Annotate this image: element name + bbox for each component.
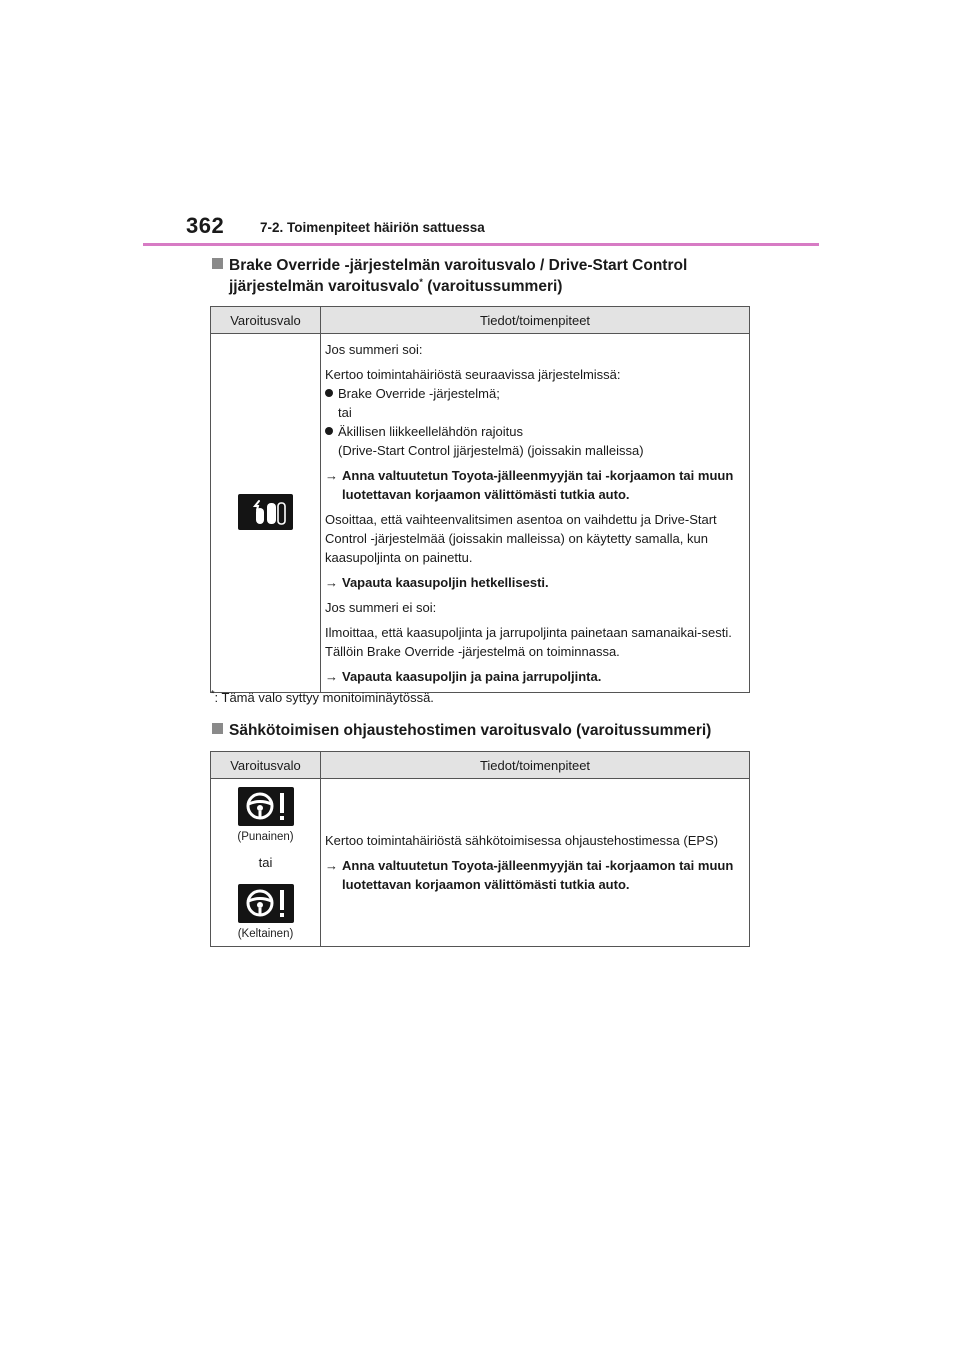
brake-override-table (210, 306, 750, 693)
heading-brake-override (212, 255, 687, 297)
text-shift-info: Osoittaa, että vaihteenvalitsimen asentoa on vaihdettu ja Drive-Start Control -järjestelmää (joissakin malleissa) on käytetty samalla, kun kaasupoljinta on painettu. (325, 512, 717, 565)
heading-line1: Brake Override -järjestelmän varoitusvalo / Drive-Start Control (229, 257, 688, 274)
eps-table (210, 751, 750, 947)
heading-line2-end: (varoitussummeri) (422, 278, 563, 295)
bullet-text: Äkillisen liikkeellelähdön rajoitus (338, 424, 523, 439)
action-item (325, 856, 743, 894)
heading-footnote-mark: * (419, 276, 423, 287)
caption-yellow: (Keltainen) (237, 928, 294, 940)
page-number: 362 (186, 213, 225, 238)
info-cell (321, 779, 750, 947)
bullet-item (325, 384, 743, 403)
column-header-info: Tiedot/toimenpiteet (321, 307, 750, 334)
warning-light-cell (211, 779, 321, 947)
steering-wheel-warning-icon (238, 787, 294, 826)
text-malfunction: Kertoo toimintahäiriöstä seuraavissa järjestelmissä: (325, 367, 621, 382)
text-eps-malfunction: Kertoo toimintahäiriöstä sähkötoimisessa ohjaustehostimessa (EPS) (325, 833, 719, 848)
heading-eps (212, 720, 711, 741)
square-bullet-icon (212, 258, 223, 269)
arrow-icon: → (325, 858, 338, 873)
action-item (325, 466, 743, 504)
square-bullet-icon (212, 723, 223, 734)
info-cell (321, 334, 750, 693)
action-item (325, 573, 743, 592)
action-text: Vapauta kaasupoljin hetkellisesti. (342, 575, 549, 590)
bullet-dot-icon (325, 389, 333, 397)
caption-red: (Punainen) (237, 831, 294, 843)
header-rule (143, 243, 819, 246)
text-buzzer-on: Jos summeri soi: (325, 342, 423, 357)
text-both-pedals: Ilmoittaa, että kaasupoljinta ja jarrupoljinta painetaan samanaikai-sesti. Tällöin Brake Override -järjestelmä on toiminnassa. (325, 625, 732, 659)
text-buzzer-off: Jos summeri ei soi: (325, 600, 437, 615)
heading-line2: jjärjestelmän varoitusvalo (229, 278, 420, 295)
column-header-light: Varoitusvalo (211, 307, 321, 334)
warning-light-cell (211, 334, 321, 693)
bullet-dot-icon (325, 427, 333, 435)
arrow-icon: → (325, 575, 338, 590)
brake-override-pedal-icon (238, 494, 293, 530)
action-text: Vapauta kaasupoljin ja paina jarrupoljinta. (342, 669, 602, 684)
steering-wheel-warning-icon (238, 884, 294, 923)
section-title: 7-2. Toimenpiteet häiriön sattuessa (260, 220, 485, 235)
bullet-continuation: (Drive-Start Control jjärjestelmä) (joissakin malleissa) (338, 443, 644, 458)
footnote-mark: * (211, 688, 215, 699)
footnote-text: : Tämä valo syttyy monitoiminäytössä. (214, 690, 434, 705)
footnote (211, 690, 434, 705)
bullet-item (325, 422, 743, 441)
arrow-icon: → (325, 669, 338, 684)
action-text: Anna valtuutetun Toyota-jälleenmyyjän tai -korjaamon tai muun luotettavan korjaamon välittömästi tutkia auto. (342, 858, 734, 892)
column-header-info: Tiedot/toimenpiteet (321, 752, 750, 779)
action-text: Anna valtuutetun Toyota-jälleenmyyjän tai -korjaamon tai muun luotettavan korjaamon välittömästi tutkia auto. (342, 468, 734, 502)
action-item (325, 667, 743, 686)
bullet-text: Brake Override -järjestelmä; (338, 386, 500, 401)
text-or: tai (258, 855, 273, 870)
text-or: tai (338, 405, 352, 420)
heading-text: Sähkötoimisen ohjaustehostimen varoitusvalo (varoitussummeri) (229, 722, 712, 739)
column-header-light: Varoitusvalo (211, 752, 321, 779)
arrow-icon: → (325, 468, 338, 483)
